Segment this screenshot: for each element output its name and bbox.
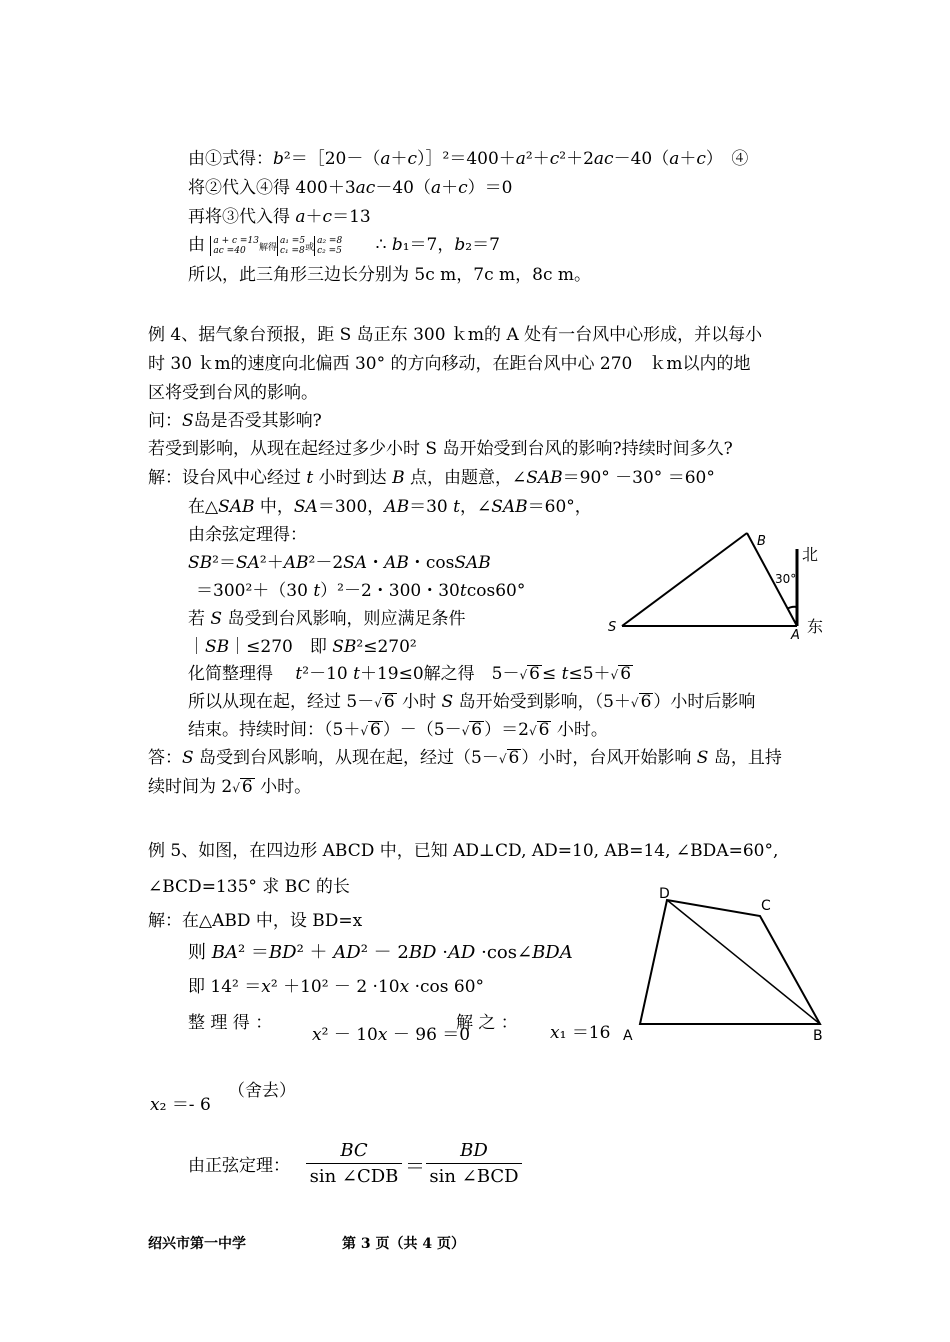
ex4-solution-line-9: 所以从现在起，经过 5－√ 6 小时 S 岛开始受到影响，（5＋√ 6 ）小时后影响 [188,692,756,712]
ex4-solution-line-1: 解：设台风中心经过 t 小时到达 B 点，由题意，∠SAB＝90° －30° ＝60° [148,468,715,488]
equation-system-3: a₂ =8 c₂ =5 [314,236,342,256]
ex4-solution-line-5: ＝300²＋（30 t）²－2・300・30tcos60° [196,581,526,601]
ex4-question-2: 若受到影响，从现在起经过多少小时 S 岛开始受到台风的影响?持续时间多久? [148,439,733,459]
ex5-problem-line-1: 例 5、如图，在四边形 ABCD 中，已知 AD⊥CD, AD=10, AB=14, ∠BDA=60°, [148,841,779,861]
label-A: A [623,1028,633,1044]
result-line: 所以，此三角形三边长分别为 5c m，7c m，8c m。 [188,265,591,285]
ex4-solution-line-3: 由余弦定理得： [188,525,307,545]
ex5-root-2: x₂ ＝- 6 [150,1095,211,1115]
ex4-answer-line-2: 续时间为 2√ 6 小时。 [148,777,312,797]
ex5-solution-line-1: 解：在△ABD 中，设 BD=x [148,911,363,931]
label-D: D [659,886,670,902]
fraction-BD-sinBCD: BD sin ∠BCD [426,1140,522,1187]
label-30deg: 30° [775,572,797,586]
ex4-solution-line-10: 结束。持续时间：（5＋√ 6 ）－（5－√ 6 ）＝2√ 6 小时。 [188,720,608,740]
label-north: 北 [802,545,819,564]
ex5-discard-note: （舍去） [228,1081,296,1101]
equation-system-2: a₁ =5 c₁ =8 [277,236,305,256]
ex4-solution-line-8: 化简整理得 t²－10 t＋19≤0解之得 5－√ 6 ≤ t≤5＋√ 6 [188,664,632,684]
ex4-problem-line-1: 例 4、据气象台预报，距 S 岛正东 300 ｋm的 A 处有一台风中心形成，并以每小 [148,325,763,345]
ex5-root-1: x₁ ＝16 [550,1023,611,1043]
equation-system-1: a + c =13 ac =40 [210,236,259,256]
ex4-problem-line-3: 区将受到台风的影响。 [148,383,318,403]
label-B: B [813,1028,823,1044]
footer-school: 绍兴市第一中学 [148,1236,246,1252]
fraction-equals: ＝ [405,1154,425,1178]
ex4-solution-line-7: ｜SB｜≤270 即 SB²≤270² [188,637,417,657]
label-C: C [761,898,771,914]
segment-SB [622,533,747,626]
quadrilateral-diagram [615,882,840,1047]
label-B: B [757,534,766,549]
typhoon-diagram [600,525,830,645]
ex4-question-1: 问：S岛是否受其影响? [148,411,322,431]
ex5-solution-line-3: 即 14² ＝x² ＋10² － 2 ·10x ·cos 60° [188,977,485,997]
ex4-solution-line-2: 在△SAB 中，SA＝300，AB＝30 t，∠SAB＝60°， [188,497,592,517]
eq-line-4: 由 a + c =13 ac =40 解得 a₁ =5 c₁ =8 或 a₂ =8 c₂ =5 ∴ b₁＝7，b₂＝7 [188,235,500,256]
ex5-solve-label: 解 之 ： [456,1013,518,1033]
ex5-sine-law-label: 由正弦定理： [188,1156,290,1176]
footer-page-number: 第 3 页（共 4 页） [342,1236,465,1252]
eq-line-1: 由①式得：b²＝［20－（a＋c）］²＝400＋a²＋c²＋2ac－40（a＋c） ④ [188,149,749,169]
ex5-solution-line-4a: 整 理 得 ： [188,1013,273,1033]
ex5-solution-line-2: 则 BA² ＝BD² ＋ AD² － 2BD ·AD ·cos∠BDA [188,942,573,963]
fraction-BC-sinCDB: BC sin ∠CDB [306,1140,402,1187]
ex4-solution-line-4: SB²＝SA²＋AB²－2SA・AB・cosSAB [188,553,491,573]
eq-line-2: 将②代入④得 400＋3ac－40（a＋c）＝0 [188,178,513,198]
ex4-answer-line-1: 答：S 岛受到台风影响，从现在起，经过（5－√ 6 ）小时，台风开始影响 S 岛，且持 [148,748,782,768]
ex5-quadratic: x² － 10x － 96 ＝0 [312,1025,471,1045]
quadrilateral-ABCD [640,900,820,1024]
ex4-solution-line-6: 若 S 岛受到台风影响，则应满足条件 [188,609,466,629]
label-A: A [791,628,800,643]
ex5-problem-line-2: ∠BCD=135° 求 BC 的长 [148,877,350,897]
ex4-problem-line-2: 时 30 ｋm的速度向北偏西 30° 的方向移动，在距台风中心 270 ｋm以内的地 [148,354,751,374]
eq-line-3: 再将③代入得 a＋c＝13 [188,207,371,227]
label-east: 东 [807,617,824,636]
label-S: S [608,620,617,635]
diagonal-BD [667,900,820,1024]
